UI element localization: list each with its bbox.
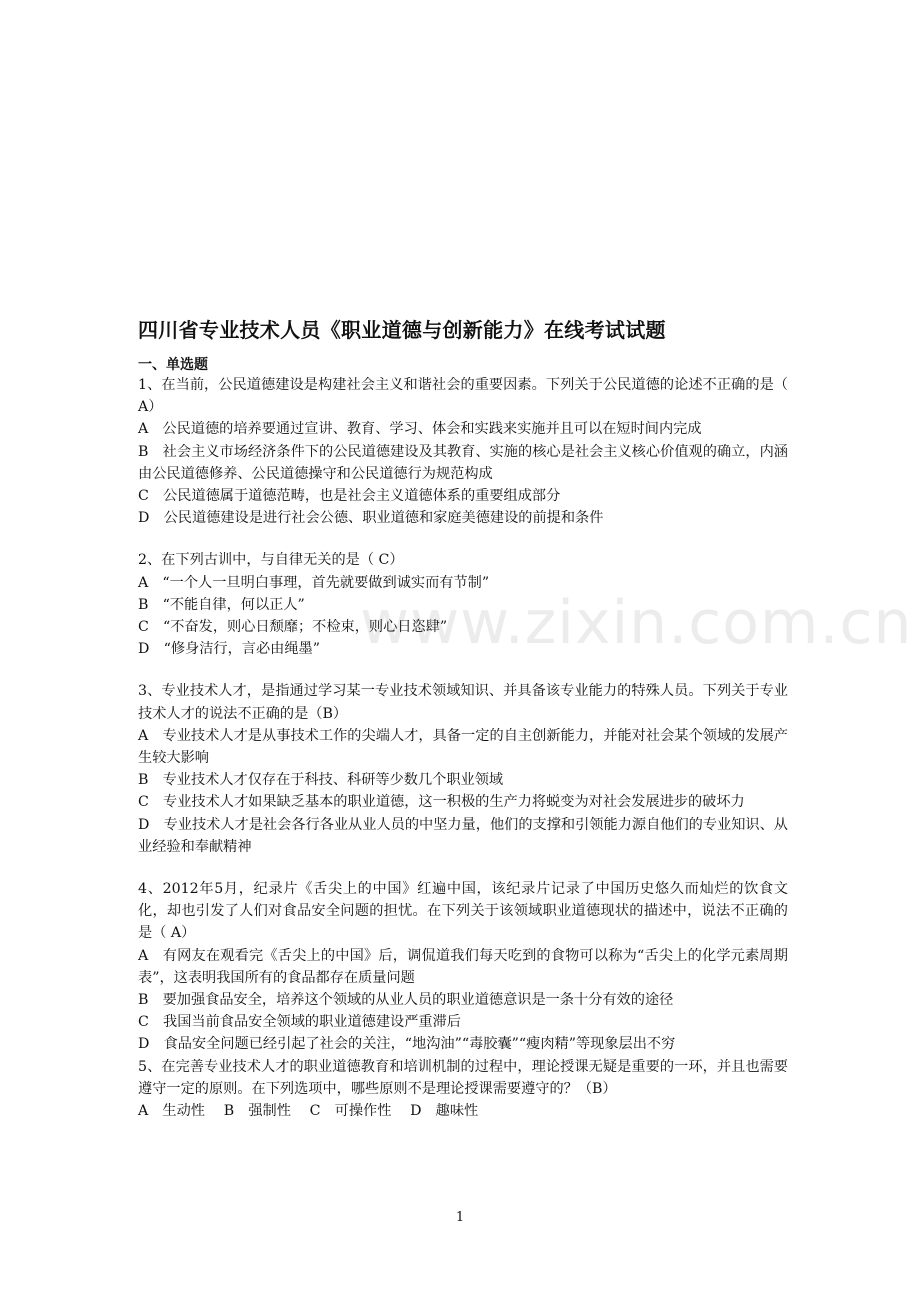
spacer: [138, 858, 788, 878]
spacer: [138, 529, 788, 549]
question-5: [138, 1056, 788, 1123]
option-b: B 专业技术人才仅存在于科技、科研等少数几个职业领域: [138, 772, 504, 789]
spacer: [138, 660, 788, 680]
question-stem: 1、在当前，公民道德建设是构建社会主义和谐社会的重要因素。下列关于公民道德的论述不正确的是（ A）: [138, 377, 788, 416]
option-a: A 生动性: [138, 1103, 205, 1120]
option-d: D 食品安全问题已经引起了社会的关注，“地沟油”“毒胶囊”“瘦肉精”等现象层出不穷: [138, 1036, 676, 1053]
option-c: C 专业技术人才如果缺乏基本的职业道德，这一积极的生产力将蜕变为对社会发展进步的破坏力: [138, 794, 745, 811]
question-4: [138, 878, 788, 1056]
option-a: A 有网友在观看完《舌尖上的中国》后，调侃道我们每天吃到的食物可以称为“舌尖上的化学元素周期表”，这表明我国所有的食品都存在质量问题: [138, 947, 788, 986]
option-a: A “一个人一旦明白事理，首先就要做到诚实而有节制”: [138, 574, 490, 591]
page-number: 1: [455, 1210, 465, 1225]
question-list: [138, 374, 788, 1122]
option-d: D 专业技术人才是社会各行各业从业人员的中坚力量，他们的支撑和引领能力源自他们的专业知识、从业经验和奉献精神: [138, 816, 788, 855]
option-b: B 社会主义市场经济条件下的公民道德建设及其教育、实施的核心是社会主义核心价值观的确立，内涵由公民道德修养、公民道德操守和公民道德行为规范构成: [138, 443, 788, 482]
option-b: B 强制性: [223, 1103, 291, 1120]
question-1: [138, 374, 788, 529]
option-a: A 公民道德的培养要通过宣讲、教育、学习、体会和实践来实施并且可以在短时间内完成: [138, 421, 702, 438]
option-d: D 趣味性: [410, 1103, 479, 1120]
watermark: www.zixin.com.cn: [360, 588, 913, 658]
option-c: C 公民道德属于道德范畴，也是社会主义道德体系的重要组成部分: [138, 488, 561, 505]
option-d: D “修身洁行，言必由绳墨”: [138, 641, 320, 658]
section-heading: 一、单选题: [138, 357, 208, 373]
option-a: A 专业技术人才是从事技术工作的尖端人才，具备一定的自主创新能力，并能对社会某个领域的发展产生较大影响: [138, 727, 788, 767]
question-stem: 2、在下列古训中，与自律无关的是（ C）: [138, 552, 404, 569]
option-d: D 公民道德建设是进行社会公德、职业道德和家庭美德建设的前提和条件: [138, 510, 604, 527]
document-title: 四川省专业技术人员《职业道德与创新能力》在线考试试题: [138, 318, 666, 342]
option-b: B 要加强食品安全，培养这个领域的从业人员的职业道德意识是一条十分有效的途径: [138, 992, 674, 1009]
option-c: C 可操作性: [309, 1103, 392, 1120]
option-c: C “不奋发，则心日颓靡；不检束，则心日恣肆”: [138, 619, 448, 636]
option-b: B “不能自律，何以正人”: [138, 596, 305, 613]
inline-options: [138, 1100, 788, 1122]
option-c: C 我国当前食品安全领域的职业道德建设严重滞后: [138, 1014, 461, 1031]
question-stem: 5、在完善专业技术人才的职业道德教育和培训机制的过程中，理论授课无疑是重要的一环，并且也需要遵守一定的原则。在下列选项中，哪些原则不是理论授课需要遵守的？（B）: [138, 1058, 788, 1097]
question-stem: 3、专业技术人才，是指通过学习某一专业技术领域知识、并具备该专业能力的特殊人员。下列关于专业技术人才的说法不正确的是（B）: [138, 683, 788, 722]
question-3: [138, 680, 788, 858]
question-2: [138, 549, 788, 660]
question-stem: 4、2012年5月，纪录片《舌尖上的中国》红遍中国，该纪录片记录了中国历史悠久而灿烂的饮食文化，却也引发了人们对食品安全问题的担忧。在下列关于该领域职业道德现状的描述中，说法不正确的是（ A）: [138, 881, 788, 942]
